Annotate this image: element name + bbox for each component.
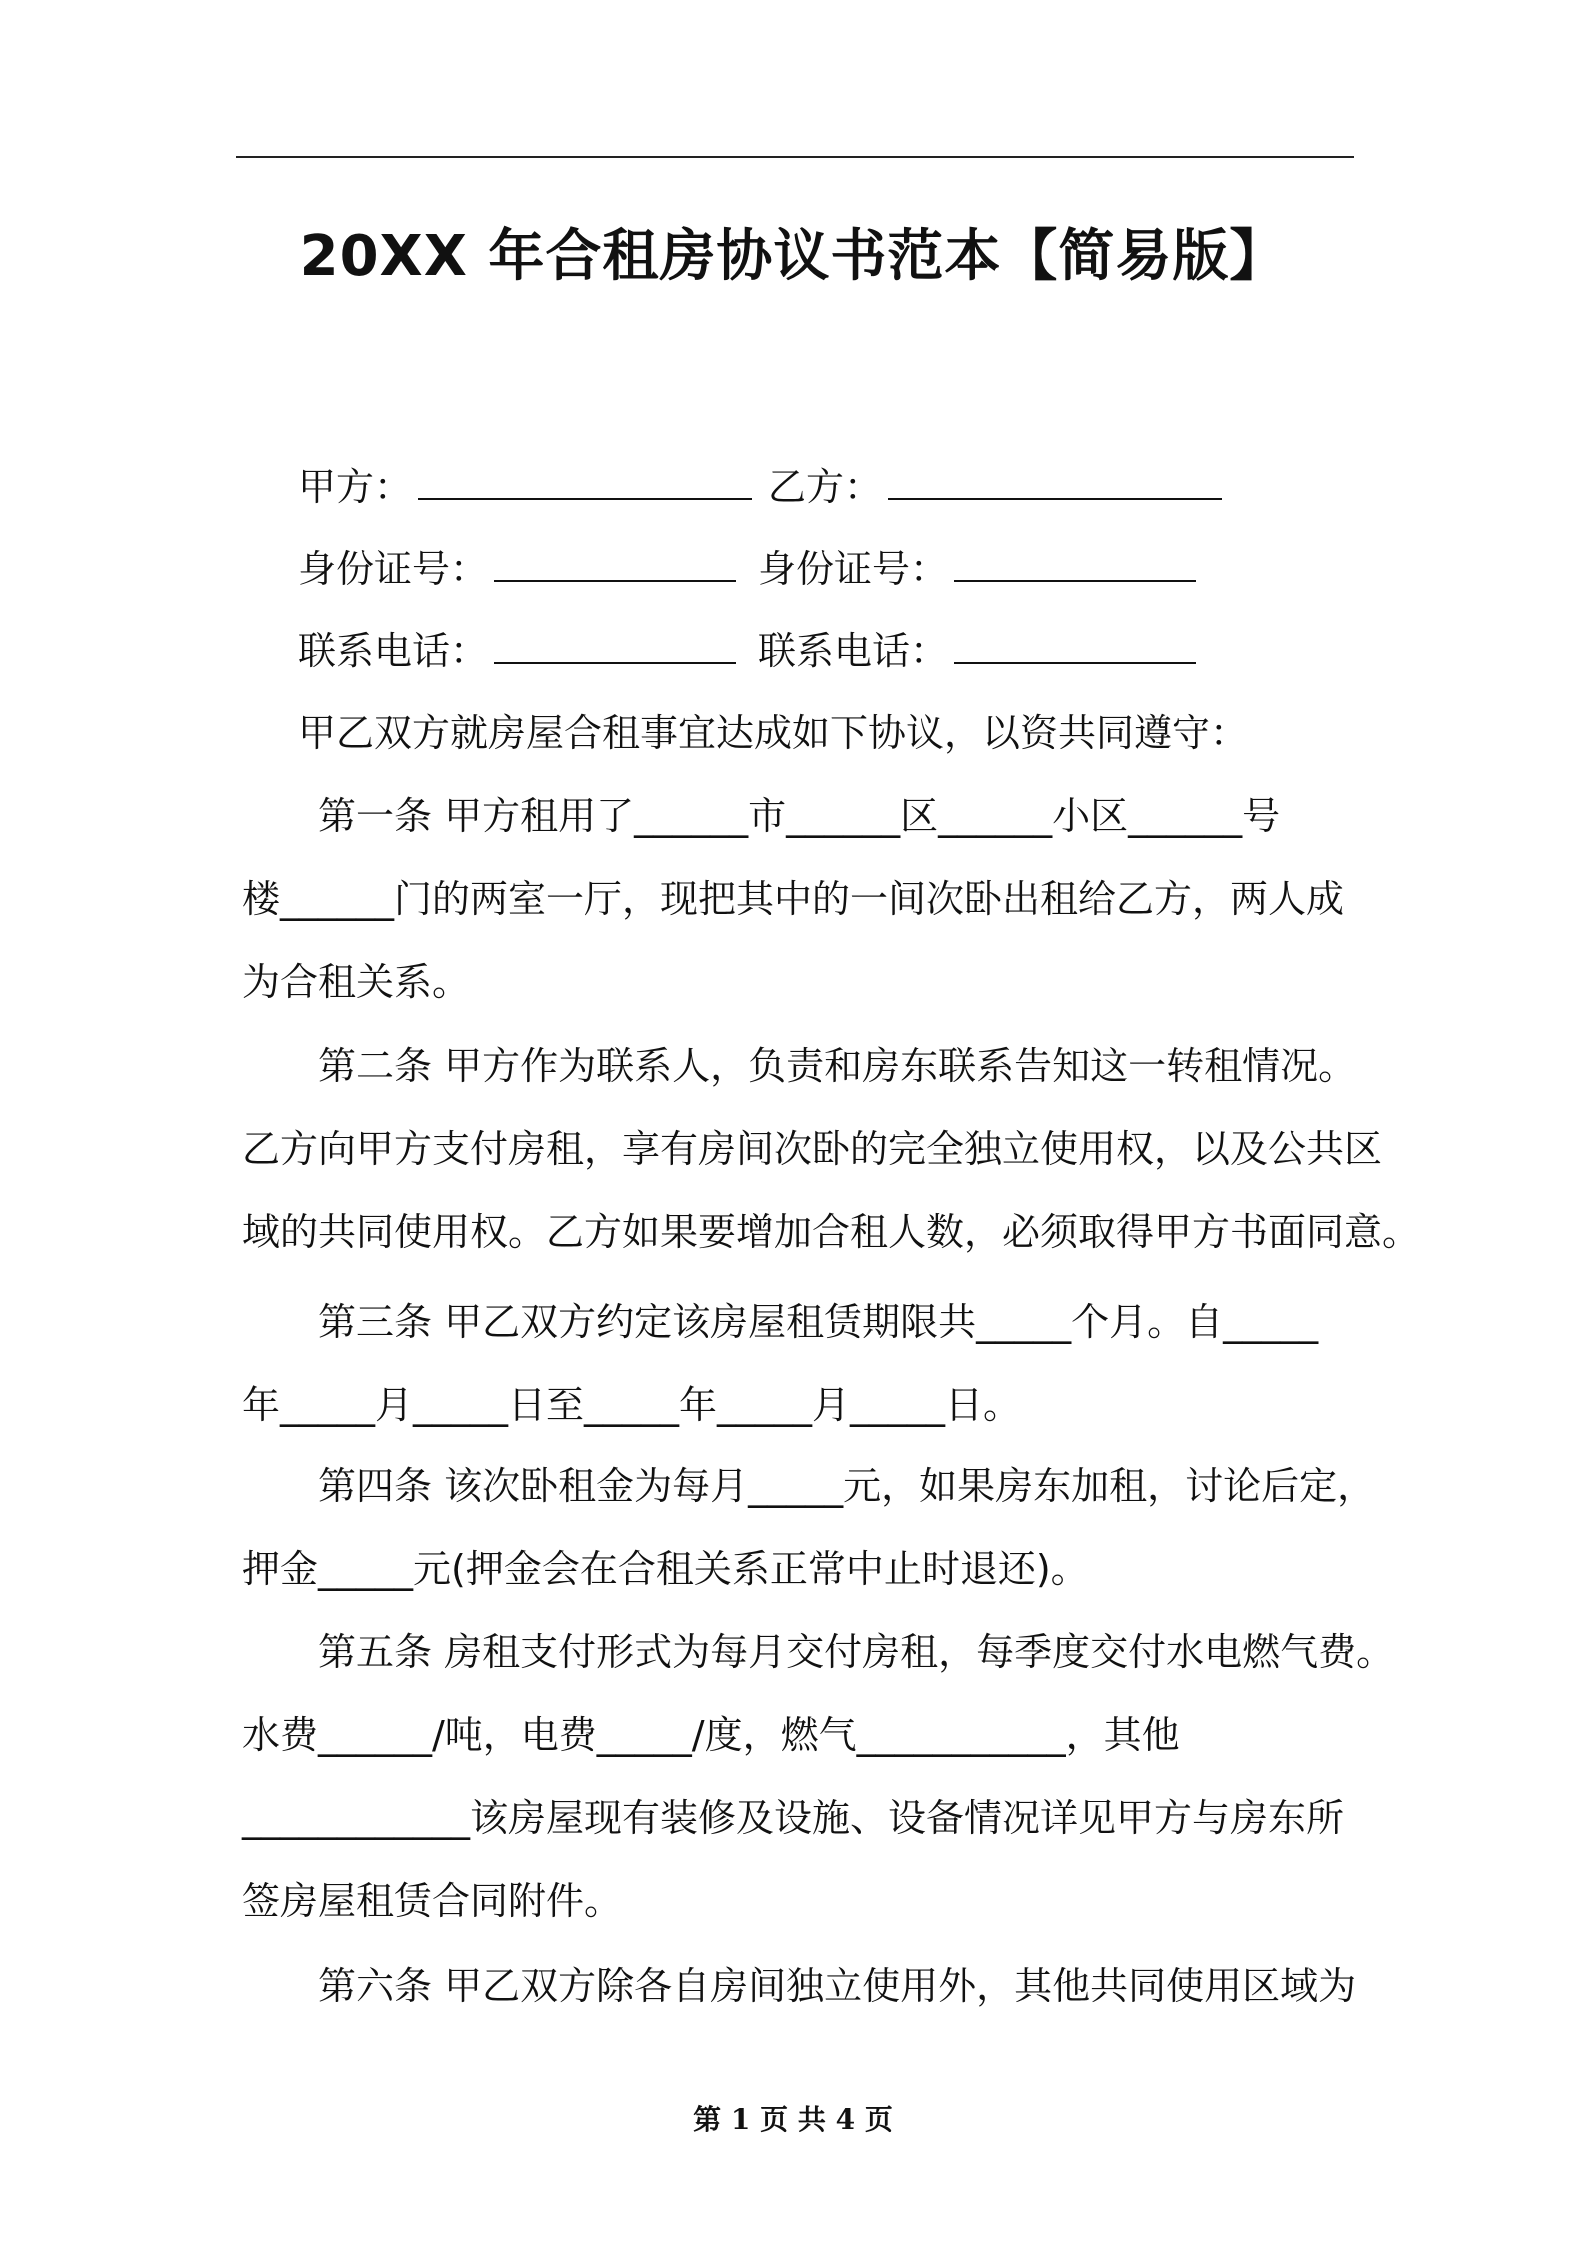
party-b-label: 乙方：	[768, 465, 883, 509]
party-a-id-blank	[494, 550, 736, 582]
article-1-line-2: 楼______门的两室一厅，现把其中的一间次卧出租给乙方，两人成	[242, 877, 1345, 921]
article-1-line-1: 第一条 甲方租用了______市______区______小区______号	[318, 794, 1281, 838]
article-2-line-1: 第二条 甲方作为联系人，负责和房东联系告知这一转租情况。	[318, 1044, 1357, 1088]
party-a-id-label: 身份证号：	[298, 547, 489, 591]
article-2-line-2: 乙方向甲方支付房租，享有房间次卧的完全独立使用权，以及公共区	[242, 1127, 1383, 1171]
party-a-name-blank	[418, 468, 752, 500]
article-4-line-1: 第四条 该次卧租金为每月_____元，如果房东加租，讨论后定，	[318, 1464, 1376, 1508]
page-number-footer: 第 1 页 共 4 页	[693, 2103, 893, 2136]
header-rule	[236, 156, 1354, 158]
article-4-line-2: 押金_____元(押金会在合租关系正常中止时退还)。	[242, 1547, 1089, 1591]
party-b-phone-label: 联系电话：	[758, 629, 949, 673]
party-a-id-field	[298, 545, 742, 593]
party-a-phone-field	[298, 627, 742, 675]
party-b-id-field	[758, 545, 1202, 593]
article-1-line-3: 为合租关系。	[242, 960, 471, 1004]
party-b-id-blank	[954, 550, 1196, 582]
article-2-line-3: 域的共同使用权。乙方如果要增加合租人数，必须取得甲方书面同意。	[242, 1210, 1421, 1254]
article-6-line-1: 第六条 甲乙双方除各自房间独立使用外，其他共同使用区域为	[318, 1964, 1357, 2008]
party-b-phone-blank	[954, 632, 1196, 664]
article-5-line-1: 第五条 房租支付形式为每月交付房租，每季度交付水电燃气费。	[318, 1630, 1395, 1674]
party-a-phone-label: 联系电话：	[298, 629, 489, 673]
party-a-name-field	[298, 463, 758, 511]
party-a-label: 甲方：	[298, 465, 413, 509]
intro-paragraph: 甲乙双方就房屋合租事宜达成如下协议，以资共同遵守：	[298, 711, 1249, 755]
article-3-line-1: 第三条 甲乙双方约定该房屋租赁期限共_____个月。自_____	[318, 1300, 1319, 1344]
article-5-line-4: 签房屋租赁合同附件。	[242, 1879, 623, 1923]
article-3-line-2: 年_____月_____日至_____年_____月_____日。	[242, 1383, 1022, 1427]
party-b-name-blank	[888, 468, 1222, 500]
article-5-line-3: ____________该房屋现有装修及设施、设备情况详见甲方与房东所	[242, 1796, 1345, 1840]
page-title: 20XX 年合租房协议书范本【简易版】	[299, 224, 1287, 289]
party-a-phone-blank	[494, 632, 736, 664]
party-b-id-label: 身份证号：	[758, 547, 949, 591]
party-b-name-field	[768, 463, 1228, 511]
article-5-line-2: 水费______/吨，电费_____/度，燃气___________，其他	[242, 1713, 1180, 1757]
party-b-phone-field	[758, 627, 1202, 675]
